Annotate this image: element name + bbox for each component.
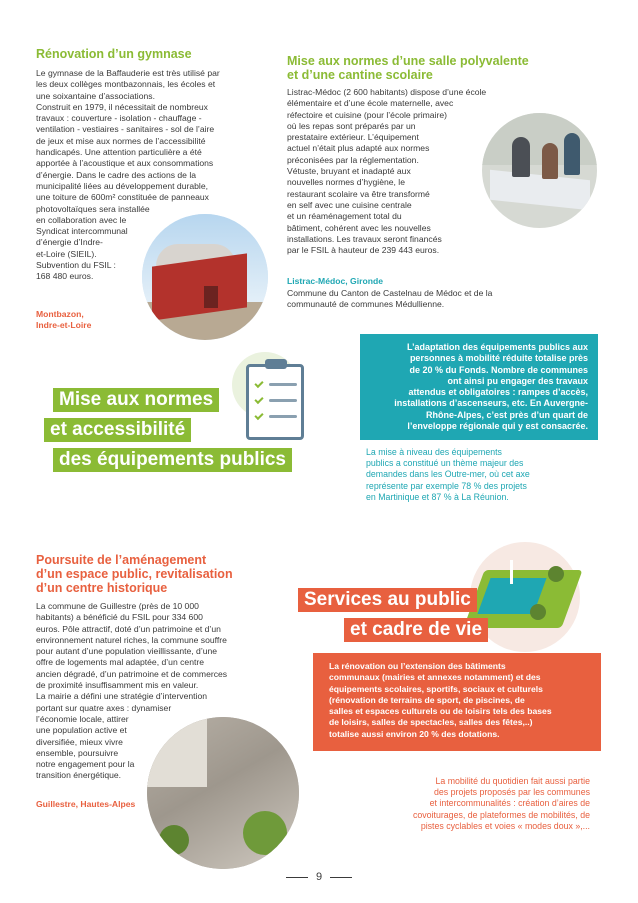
text-line: ont ainsi pu engager des travaux: [447, 375, 588, 386]
text-line: L’adaptation des équipements publics aux: [406, 342, 588, 352]
gym-title: Rénovation d’un gymnase: [36, 47, 192, 61]
text-line: Listrac-Médoc (2 600 habitants) dispose d’une école: [287, 87, 487, 97]
text-line: de 20 % du Fonds. Nombre de communes: [409, 364, 588, 375]
text-line: La mise à niveau des équipements: [366, 447, 502, 457]
text-line: en self avec une cuisine centrale: [287, 199, 412, 210]
text-line: de jeux et mise aux normes de l’accessibilité: [36, 135, 206, 146]
text-line: en Martinique et 87 % à La Réunion.: [366, 491, 509, 502]
text-line: diversifiée, mieux vivre: [36, 736, 123, 747]
text-line: restaurant scolaire va être transformé: [287, 188, 430, 199]
page-number: 9: [315, 871, 323, 883]
text-line: ensemble, poursuivre: [36, 747, 119, 758]
street-photo: [147, 717, 299, 869]
text-line: installations d’ascenseurs, etc. En Auvergne-: [394, 398, 588, 409]
text-line: en collaboration avec le: [36, 214, 127, 225]
mobilite-note: [318, 776, 590, 832]
text-line: de loisirs, salles de spectacles, salles des fêtes,..): [329, 717, 533, 728]
text-line: covoiturages, de plateformes de mobilités, de: [412, 809, 590, 820]
text-line: Syndicat intercommunal: [36, 226, 128, 237]
text-line: environnement naturel riches, la commune souffre: [36, 634, 227, 645]
text-line: Construit en 1979, il nécessitait de nombreux: [36, 101, 208, 112]
text-line: les deux collèges montbazonnais, les écoles et: [36, 79, 216, 90]
text-line: La commune de Guillestre (près de 10 000: [36, 601, 199, 611]
text-line: publics a constitué un thème majeur des: [366, 458, 524, 469]
text-line: une population active et: [36, 725, 127, 736]
text-line: prestataire extérieur. L’équipement: [287, 132, 419, 143]
text-line: Vétuste, bruyant et inadapté aux: [287, 166, 411, 177]
text-line: Subvention du FSIL :: [36, 260, 116, 271]
title-line: Mise aux normes d’une salle polyvalente: [287, 54, 529, 68]
text-line: une soixantaine d’associations.: [36, 90, 155, 101]
section-title-line: Services au public: [298, 588, 477, 612]
text-line: des projets proposés par les communes: [434, 787, 590, 798]
text-line: demandes dans les Outre-mer, où cet axe: [366, 469, 530, 480]
text-line: La mairie a défini une stratégie d’intervention: [36, 691, 208, 702]
text-line: et un réaménagement total du: [287, 211, 402, 222]
clipboard-icon: [246, 364, 304, 440]
location-line: Montbazon,: [36, 309, 84, 319]
text-line: et intercommunalités : création d’aires de: [429, 798, 590, 809]
text-line: Rhône-Alpes, c’est près d’un quart de: [425, 409, 588, 420]
text-line: et-Loire (SIEIL).: [36, 248, 97, 259]
section-title-line: des équipements publics: [53, 448, 292, 472]
text-line: communaux (mairies et annexes notamment) et des: [329, 672, 541, 683]
text-line: par le FSIL à hauteur de 239 443 euros.: [287, 245, 440, 256]
title-line: d’un espace public, revitalisation: [36, 567, 233, 581]
services-highlight-box: [313, 653, 601, 751]
text-line: handicapés. Une attention particulière a été: [36, 147, 202, 158]
title-line: et d’une cantine scolaire: [287, 68, 433, 82]
tree-icon: [530, 604, 546, 620]
guillestre-title: [36, 553, 233, 595]
text-line: l’économie locale, attirer: [36, 713, 129, 724]
section-title-line: Mise aux normes: [53, 388, 219, 412]
page-footer: [0, 871, 638, 883]
text-line: représente par exemple 78 % des projets: [366, 480, 527, 491]
text-line: La mobilité du quotidien fait aussi partie: [435, 776, 590, 786]
text-line: d’énergie. Dans le cadre des actions de la: [36, 169, 197, 180]
text-line: portant sur quatre axes : dynamiser: [36, 702, 172, 713]
section-title-line: et accessibilité: [44, 418, 191, 442]
footer-dash: [330, 877, 352, 878]
text-line: l’enveloppe régionale qui y est consacrée.: [407, 421, 588, 432]
tree-icon: [548, 566, 564, 582]
text-line: personnes à mobilité réduite totalise près: [409, 353, 588, 364]
gym-location: [36, 309, 91, 332]
text-line: photovoltaïques sera installée: [36, 203, 150, 214]
text-line: (rénovation de terrains de sport, de piscines, de: [329, 694, 525, 705]
outre-mer-note: [366, 447, 582, 503]
text-line: préconisées par la réglementation.: [287, 154, 419, 165]
text-line: de proximité insuffisamment mis en valeur.: [36, 680, 199, 691]
text-line: où les repas sont préparés par un: [287, 120, 416, 131]
canteen-photo: [482, 113, 597, 228]
text-line: pour autant d’une population vieillissante, d’une: [36, 646, 218, 657]
text-line: La rénovation ou l’extension des bâtiments: [329, 661, 506, 671]
text-line: Le gymnase de la Baffauderie est très utilisé par: [36, 68, 220, 78]
text-line: notre engagement pour la: [36, 759, 135, 770]
text-line: totalise aussi environ 20 % des dotations.: [329, 728, 500, 739]
text-line: euros. Pôle attractif, doté d’un patrimoine et d’un: [36, 623, 221, 634]
text-line: ancien dégradé, d’un patrimoine et de commerces: [36, 668, 228, 679]
salle-commune: [287, 288, 587, 311]
text-line: communauté de communes Médullienne.: [287, 299, 445, 310]
text-line: municipalité liées au développement durable,: [36, 180, 208, 191]
text-line: offre de logements mal adaptée, d’un centre: [36, 657, 205, 668]
gymnasium-photo: [142, 214, 268, 340]
salle-location: Listrac-Médoc, Gironde: [287, 276, 383, 286]
footer-dash: [286, 877, 308, 878]
text-line: habitants) a bénéficié du FSIL pour 334 600: [36, 612, 203, 623]
guillestre-location: Guillestre, Hautes-Alpes: [36, 799, 136, 809]
salle-title: [287, 54, 529, 82]
text-line: d’énergie d’Indre-: [36, 237, 103, 248]
section-title-line: et cadre de vie: [344, 618, 488, 642]
text-line: actuel n’était plus adapté aux normes: [287, 143, 430, 154]
text-line: installations. Les travaux seront financés: [287, 233, 442, 244]
text-line: 168 480 euros.: [36, 271, 94, 282]
text-line: une toiture de 600m² constituée de panneaux: [36, 192, 209, 203]
text-line: bâtiment, cohérent avec les nouvelles: [287, 222, 431, 233]
text-line: pistes cyclables et voies « modes doux »,...: [420, 820, 590, 831]
text-line: transition énergétique.: [36, 770, 122, 781]
text-line: Commune du Canton de Castelnau de Médoc et de la: [287, 288, 493, 298]
text-line: travaux : couverture - isolation - chauffage -: [36, 113, 202, 124]
location-line: Indre-et-Loire: [36, 320, 92, 331]
text-line: apportée à l’acoustique et aux consommations: [36, 158, 214, 169]
text-line: élémentaire et d’une école maternelle, avec: [287, 98, 454, 109]
title-line: d’un centre historique: [36, 581, 168, 595]
text-line: salles et espaces culturels ou de loisirs tels des bases: [329, 706, 552, 717]
basket-pole-icon: [510, 560, 513, 584]
text-line: nouvelles normes d’hygiène, le: [287, 177, 405, 188]
text-line: réfectoire et cuisine (pour l’école primaire): [287, 109, 448, 120]
text-line: attendus et obligatoires : rampes d’accès,: [408, 387, 588, 398]
text-line: ventilation - vestiaires - sanitaires - sol de l’aire: [36, 124, 215, 135]
accessibility-highlight-box: [360, 334, 598, 440]
title-line: Poursuite de l’aménagement: [36, 553, 207, 567]
text-line: équipements scolaires, sportifs, sociaux et culturels: [329, 683, 543, 694]
